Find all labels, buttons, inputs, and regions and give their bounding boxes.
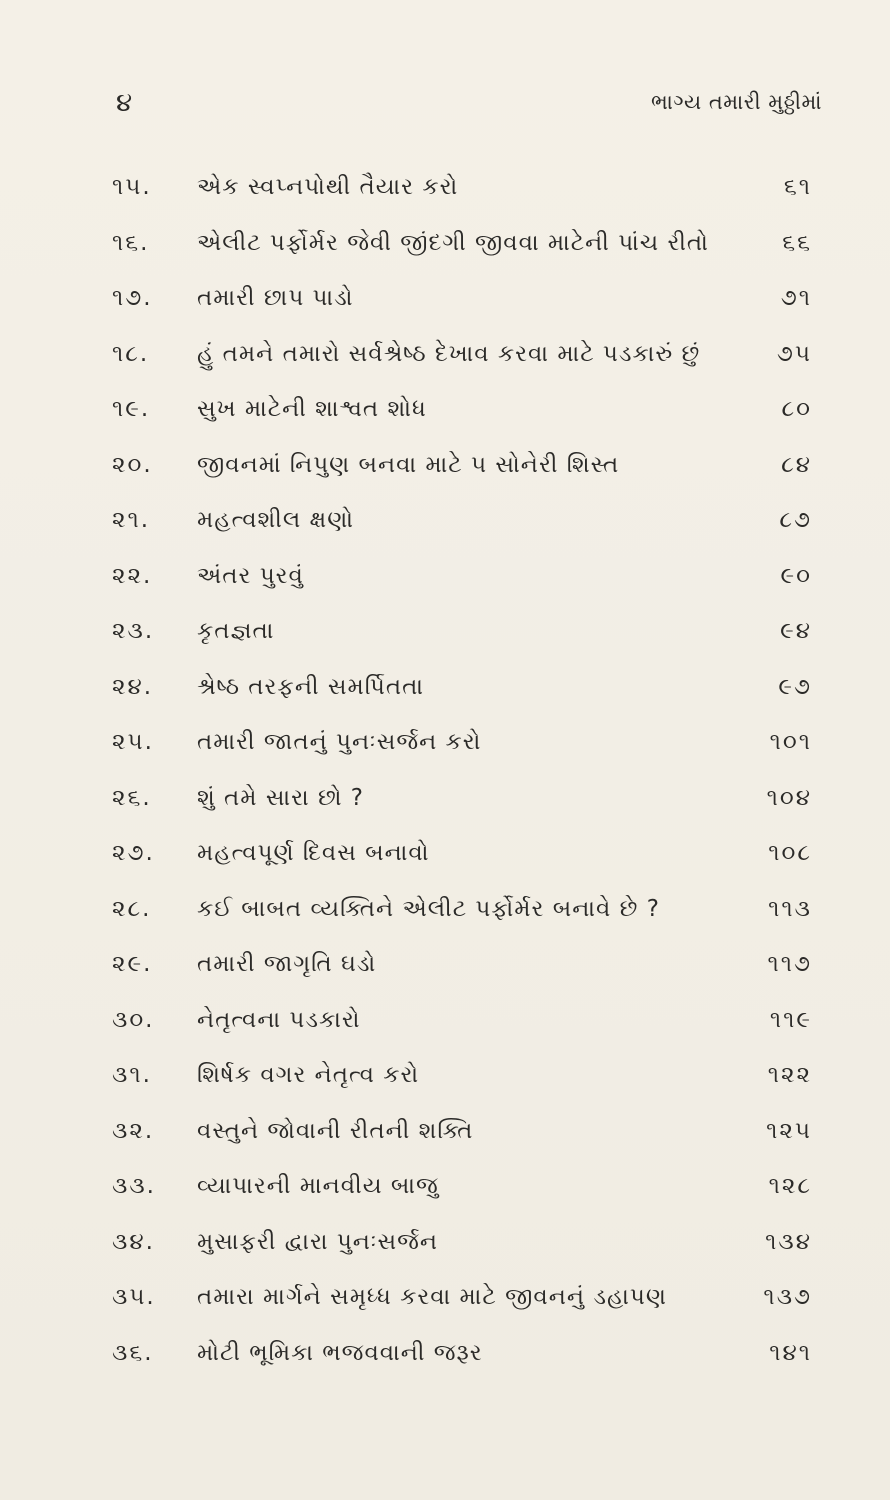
chapter-number: ૩૧. [112, 1062, 152, 1088]
chapter-title: તમારા માર્ગને સમૃધ્ધ કરવા માટે જીવનનું ડહાપણ [197, 1284, 667, 1310]
chapter-number: ૧૮. [112, 340, 150, 367]
chapter-page: ૯૪ [780, 618, 812, 644]
chapter-page: ૧૨૫ [766, 1117, 812, 1144]
toc-row [0, 1118, 890, 1174]
chapter-number: ૨૯. [112, 951, 153, 977]
chapter-number: ૨૮. [112, 895, 152, 922]
chapter-title: શું તમે સારા છો ? [197, 784, 364, 811]
chapter-number: ૧૫. [112, 174, 152, 200]
chapter-number: ૨૫. [112, 729, 154, 755]
chapter-title: અંતર પુરવું [197, 562, 304, 589]
chapter-number: ૨૦. [112, 451, 153, 478]
chapter-title: મોટી ભૂમિકા ભજવવાની જરૂર [197, 1339, 483, 1366]
toc-row [0, 618, 890, 674]
chapter-page: ૧૨૨ [767, 1062, 812, 1088]
chapter-number: ૧૬. [112, 229, 150, 256]
table-of-contents [0, 174, 890, 1395]
toc-row [0, 729, 890, 785]
chapter-title: વ્યાપારની માનવીય બાજુ [197, 1173, 439, 1199]
chapter-title: સુખ માટેની શાશ્વત શોધ [197, 396, 427, 422]
chapter-page: ૧૨૮ [768, 1173, 812, 1199]
chapter-page: ૧૦૧ [769, 729, 812, 755]
toc-row [0, 1284, 890, 1340]
chapter-page: ૯૦ [780, 562, 812, 589]
chapter-page: ૯૭ [778, 673, 812, 700]
chapter-title: તમારી જાતનું પુનઃસર્જન કરો [197, 729, 482, 755]
chapter-number: ૩૫. [112, 1284, 156, 1310]
toc-row [0, 230, 890, 286]
chapter-page: ૮૦ [781, 396, 812, 422]
chapter-title: તમારી જાગૃતિ ઘડો [197, 951, 377, 977]
chapter-number: ૧૯. [112, 396, 151, 422]
chapter-number: ૨૧. [112, 507, 151, 533]
toc-row [0, 1062, 890, 1118]
toc-row [0, 507, 890, 563]
chapter-page: ૬૧ [783, 174, 812, 200]
chapter-number: ૨૬. [112, 784, 152, 811]
chapter-page: ૧૩૭ [763, 1284, 812, 1310]
page-number: ૪ [116, 88, 133, 118]
chapter-title: જીવનમાં નિપુણ બનવા માટે ૫ સોનેરી શિસ્ત [197, 451, 620, 478]
chapter-title: વસ્તુને જોવાની રીતની શક્તિ [197, 1117, 474, 1144]
chapter-title: હું તમને તમારો સર્વશ્રેષ્ઠ દેખાવ કરવા માટે પડકારું છું [197, 340, 701, 367]
chapter-page: ૭૧ [780, 285, 812, 311]
chapter-title: મુસાફરી દ્વારા પુનઃસર્જન [197, 1228, 439, 1255]
chapter-page: ૧૦૪ [766, 784, 812, 811]
chapter-title: કૃતજ્ઞતા [197, 618, 275, 644]
chapter-title: એલીટ પર્ફોર્મર જેવી જીંદગી જીવવા માટેની પાંચ રીતો [197, 229, 709, 256]
chapter-page: ૧૧૯ [769, 1006, 812, 1033]
toc-row [0, 785, 890, 841]
toc-row [0, 285, 890, 341]
chapter-title: શિર્ષક વગર નેતૃત્વ કરો [197, 1062, 420, 1088]
toc-row [0, 396, 890, 452]
chapter-title: એક સ્વપ્નપોથી તૈયાર કરો [197, 174, 459, 200]
toc-row [0, 674, 890, 730]
chapter-page: ૭૫ [776, 340, 812, 367]
chapter-number: ૩૩. [112, 1173, 156, 1199]
toc-row [0, 452, 890, 508]
chapter-title: મહત્વશીલ ક્ષણો [197, 507, 355, 533]
chapter-number: ૨૩. [112, 618, 155, 644]
chapter-title: મહત્વપૂર્ણ દિવસ બનાવો [197, 840, 430, 866]
chapter-number: ૨૨. [112, 562, 153, 589]
chapter-page: ૮૭ [779, 507, 812, 533]
chapter-title: શ્રેષ્ઠ તરફની સમર્પિતતા [197, 673, 424, 700]
chapter-number: ૧૭. [112, 285, 153, 311]
toc-row [0, 896, 890, 952]
chapter-number: ૩૨. [112, 1117, 155, 1144]
chapter-page: ૧૦૮ [768, 840, 812, 866]
chapter-page: ૧૪૧ [769, 1339, 812, 1366]
chapter-page: ૮૪ [781, 451, 812, 478]
chapter-number: ૨૭. [112, 840, 155, 866]
toc-row [0, 840, 890, 896]
page-header [0, 86, 890, 126]
chapter-page: ૧૧૭ [767, 951, 812, 977]
chapter-number: ૩૬. [112, 1339, 154, 1366]
toc-row [0, 1340, 890, 1396]
chapter-title: કઈ બાબત વ્યક્તિને એલીટ પર્ફોર્મર બનાવે છે ? [197, 895, 660, 922]
chapter-page: ૧૩૪ [765, 1228, 812, 1255]
chapter-number: ૨૪. [112, 673, 154, 700]
chapter-title: તમારી છાપ પાડો [197, 285, 354, 311]
chapter-number: ૩૪. [112, 1228, 155, 1255]
toc-row [0, 1173, 890, 1229]
toc-row [0, 174, 890, 230]
toc-row [0, 563, 890, 619]
toc-row [0, 1007, 890, 1063]
toc-row [0, 341, 890, 397]
chapter-page: ૧૧૩ [768, 895, 812, 922]
running-title: ભાગ્ય તમારી મુઠ્ઠીમાં [651, 90, 822, 114]
toc-row [0, 951, 890, 1007]
chapter-number: ૩૦. [112, 1006, 155, 1033]
chapter-page: ૬૬ [782, 229, 812, 256]
chapter-title: નેતૃત્વના પડકારો [197, 1006, 361, 1033]
toc-row [0, 1229, 890, 1285]
